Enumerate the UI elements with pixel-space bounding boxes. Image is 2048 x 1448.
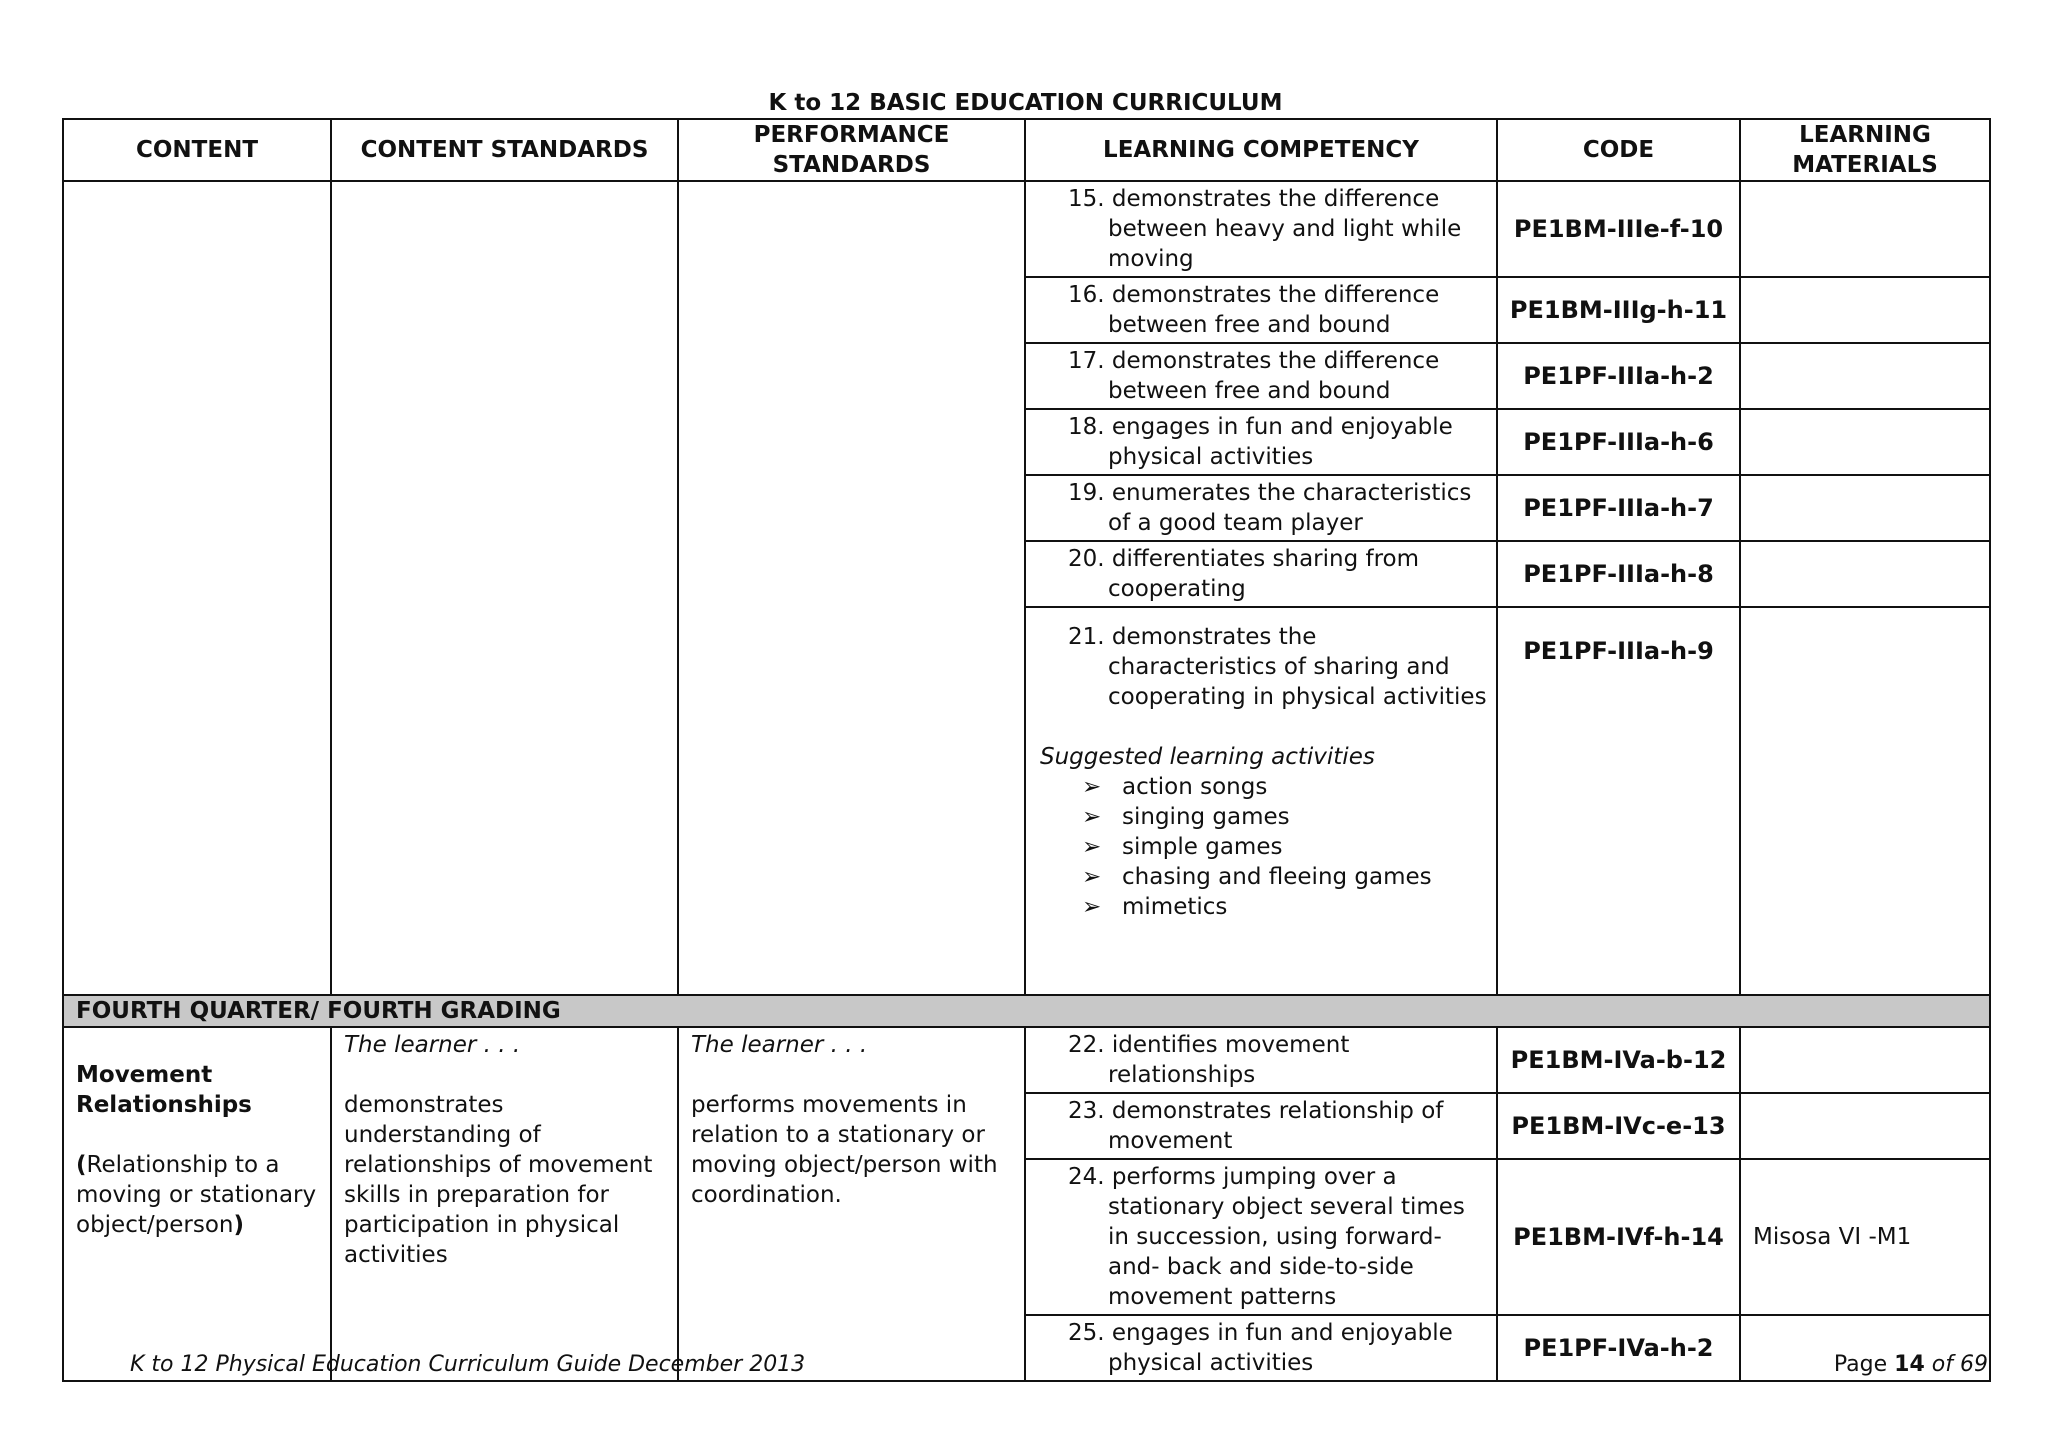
header-performance-line2: STANDARDS — [772, 152, 931, 178]
materials-cell — [1740, 1093, 1990, 1159]
code-cell: PE1BM-IVf-h-14 — [1497, 1159, 1740, 1315]
code-cell: PE1PF-IIIa-h-8 — [1497, 541, 1740, 607]
list-item — [1038, 862, 1488, 892]
paren-close: ) — [233, 1212, 244, 1238]
list-item — [1038, 832, 1488, 862]
materials-cell — [1740, 607, 1990, 995]
competency-cell: 18. engages in fun and enjoyable physical activities — [1025, 409, 1497, 475]
materials-cell — [1740, 1027, 1990, 1093]
list-item — [1038, 802, 1488, 832]
code-cell: PE1BM-IVa-b-12 — [1497, 1027, 1740, 1093]
list-item — [1038, 892, 1488, 922]
code-cell: PE1BM-IIIe-f-10 — [1497, 181, 1740, 277]
page-number — [1834, 1352, 1988, 1377]
code-cell: PE1PF-IIIa-h-9 — [1497, 607, 1740, 995]
list-item-label: action songs — [1122, 774, 1268, 800]
code-cell: PE1PF-IIIa-h-6 — [1497, 409, 1740, 475]
list-item-label: singing games — [1122, 804, 1290, 830]
code-cell: PE1PF-IIIa-h-2 — [1497, 343, 1740, 409]
header-content: CONTENT — [63, 119, 331, 181]
header-materials-line2: MATERIALS — [1792, 152, 1938, 178]
code-cell: PE1PF-IVa-h-2 — [1497, 1315, 1740, 1381]
list-item-label: mimetics — [1122, 894, 1228, 920]
paren-open: ( — [76, 1152, 87, 1178]
curriculum-table — [62, 118, 1991, 1382]
learner-intro: The learner . . . — [691, 1032, 868, 1058]
table-row — [63, 181, 1990, 277]
content-subtitle — [76, 1150, 318, 1240]
arrow-bullet-icon: ➢ — [1082, 834, 1102, 860]
page-number-value: 14 — [1894, 1352, 1925, 1377]
arrow-bullet-icon: ➢ — [1082, 894, 1102, 920]
materials-cell — [1740, 409, 1990, 475]
header-materials-line1: LEARNING — [1799, 122, 1931, 148]
suggested-activities-heading: Suggested learning activities — [1040, 744, 1375, 770]
header-code: CODE — [1497, 119, 1740, 181]
competency-cell: 25. engages in fun and enjoyable physical activities — [1025, 1315, 1497, 1381]
performance-standards-cell — [678, 1027, 1025, 1381]
table-row — [63, 1027, 1990, 1093]
content-standard-text: demonstrates understanding of relationships of movement skills in preparation for participation in physical activities — [344, 1092, 653, 1268]
competency-cell: 20. differentiates sharing from cooperating — [1025, 541, 1497, 607]
quarter-heading-row — [63, 995, 1990, 1027]
suggested-activities-list — [1038, 772, 1488, 922]
arrow-bullet-icon: ➢ — [1082, 804, 1102, 830]
list-item-label: simple games — [1122, 834, 1283, 860]
header-learning-competency: LEARNING COMPETENCY — [1025, 119, 1497, 181]
performance-standard-text: performs movements in relation to a stationary or moving object/person with coordination. — [691, 1092, 998, 1208]
competency-cell: 23. demonstrates relationship of movement — [1025, 1093, 1497, 1159]
materials-cell — [1740, 181, 1990, 277]
header-learning-materials — [1740, 119, 1990, 181]
content-cell — [63, 1027, 331, 1381]
page-total: of 69 — [1931, 1352, 1988, 1377]
arrow-bullet-icon: ➢ — [1082, 774, 1102, 800]
code-cell: PE1PF-IIIa-h-7 — [1497, 475, 1740, 541]
competency-cell: 24. performs jumping over a stationary object several times in succession, using forward-and- back and side-to-side movement patterns — [1025, 1159, 1497, 1315]
header-row — [63, 119, 1990, 181]
materials-cell — [1740, 277, 1990, 343]
competency-cell: 15. demonstrates the difference between heavy and light while moving — [1025, 181, 1497, 277]
list-item — [1038, 772, 1488, 802]
competency-cell: 17. demonstrates the difference between free and bound — [1025, 343, 1497, 409]
footer-title: K to 12 Physical Education Curriculum Guide December 2013 — [130, 1352, 806, 1377]
content-standards-cell-empty — [331, 181, 678, 995]
code-cell: PE1BM-IIIg-h-11 — [1497, 277, 1740, 343]
content-subtitle-text: Relationship to a moving or stationary object/person — [76, 1152, 317, 1238]
header-performance-line1: PERFORMANCE — [753, 122, 950, 148]
code-cell: PE1BM-IVc-e-13 — [1497, 1093, 1740, 1159]
content-cell-empty — [63, 181, 331, 995]
materials-cell — [1740, 475, 1990, 541]
materials-cell — [1740, 343, 1990, 409]
competency-cell: 16. demonstrates the difference between free and bound — [1025, 277, 1497, 343]
competency-cell: 19. enumerates the characteristics of a good team player — [1025, 475, 1497, 541]
content-title-line2: Relationships — [76, 1092, 252, 1118]
performance-standards-cell-empty — [678, 181, 1025, 995]
competency-cell: 22. identifies movement relationships — [1025, 1027, 1497, 1093]
materials-cell: Misosa VI -M1 — [1740, 1159, 1990, 1315]
content-standards-cell — [331, 1027, 678, 1381]
materials-cell — [1740, 541, 1990, 607]
header-performance-standards — [678, 119, 1025, 181]
header-content-standards: CONTENT STANDARDS — [331, 119, 678, 181]
arrow-bullet-icon: ➢ — [1082, 864, 1102, 890]
content-title — [76, 1060, 318, 1120]
content-title-line1: Movement — [76, 1062, 213, 1088]
competency-text: 21. demonstrates the characteristics of sharing and cooperating in physical activities — [1068, 624, 1487, 710]
learner-intro: The learner . . . — [344, 1032, 521, 1058]
list-item-label: chasing and fleeing games — [1122, 864, 1432, 890]
quarter-heading: FOURTH QUARTER/ FOURTH GRADING — [63, 995, 1990, 1027]
page-word: Page — [1833, 1352, 1888, 1377]
competency-cell — [1025, 607, 1497, 995]
document-title: K to 12 BASIC EDUCATION CURRICULUM — [768, 90, 1283, 116]
